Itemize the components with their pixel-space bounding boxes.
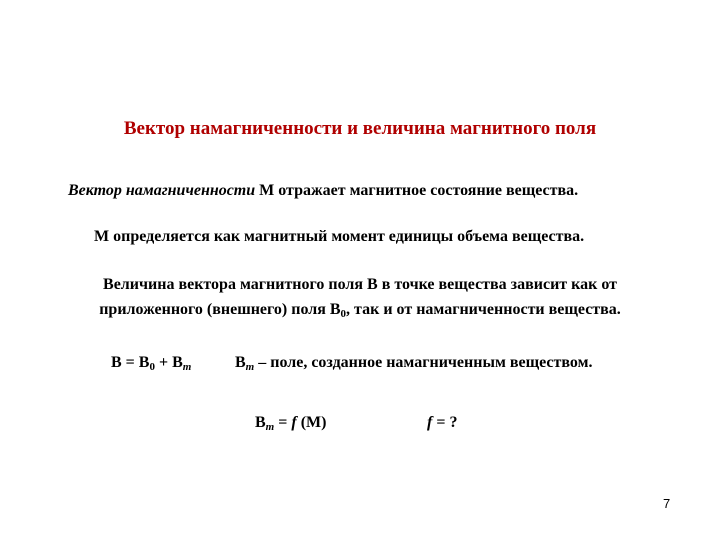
slide-title: Вектор намагниченности и величина магнитного поля (123, 118, 597, 139)
f-question-formula (427, 414, 457, 432)
equals-sign: = (274, 414, 292, 431)
magnetization-definition (68, 182, 578, 200)
subscript-m: m (265, 421, 275, 433)
symbol-m: М (259, 182, 275, 199)
magnetization-moment-line (94, 228, 584, 246)
subscript-zero: 0 (149, 361, 155, 373)
bm-description-text: – поле, созданное намагниченным веществом. (254, 354, 593, 371)
term-magnetization-vector: Вектор намагниченности (68, 182, 256, 199)
subscript-m: m (245, 361, 255, 373)
field-dependence-line2a: приложенного (внешнего) поля В (99, 301, 341, 318)
formula-lhs: В = В (111, 354, 150, 371)
bm-description (235, 354, 593, 373)
question-text: = ? (432, 414, 458, 431)
field-dependence-paragraph (0, 272, 720, 327)
field-sum-formula (111, 354, 191, 373)
subscript-zero: 0 (340, 308, 347, 320)
subscript-m: m (182, 361, 192, 373)
symbol-b: В (235, 354, 246, 371)
field-dependence-line2b: , так и от намагниченности вещества. (346, 301, 621, 318)
definition-text: отражает магнитное состояние вещества. (278, 182, 579, 199)
function-argument: (М) (296, 414, 327, 431)
symbol-b: В (255, 414, 266, 431)
page-number: 7 (663, 496, 671, 511)
moment-text: определяется как магнитный момент единицы объема вещества. (113, 228, 585, 245)
function-f: f (291, 414, 297, 431)
field-dependence-line1: Величина вектора магнитного поля В в точке вещества зависит как от (103, 276, 617, 293)
formula-plus-b: + В (154, 354, 183, 371)
function-f: f (427, 414, 433, 431)
bm-function-formula (255, 414, 326, 433)
symbol-m: М (94, 228, 110, 245)
